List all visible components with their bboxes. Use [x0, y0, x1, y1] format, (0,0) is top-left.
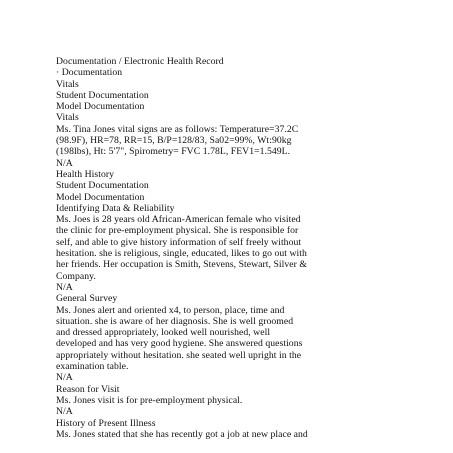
breadcrumb: Documentation / Electronic Health Record — [56, 56, 224, 67]
general-line: developed and has very good hygiene. She answered questions — [56, 338, 303, 350]
identifying-data-paragraph — [56, 214, 408, 282]
identifying-line: self, and able to give history information of self freely without — [56, 236, 302, 248]
vitals-subheading: Vitals — [56, 112, 79, 124]
vitals-line: (98.9F), HR=78, RR=15, B/P=128/83, Sa02=99%, Wt:90kg — [56, 135, 292, 147]
identifying-line: the clinic for pre-employment physical. She is responsible for — [56, 225, 299, 237]
identifying-data-heading: Identifying Data & Reliability — [56, 202, 175, 214]
history-model-documentation-label: Model Documentation — [56, 191, 145, 203]
vitals-na: N/A — [56, 157, 73, 169]
health-history-heading: Health History — [56, 168, 115, 180]
general-survey-heading: General Survey — [56, 293, 118, 305]
identifying-line: Company. — [56, 270, 96, 282]
vitals-paragraph — [56, 124, 408, 158]
document-page — [56, 56, 408, 440]
history-present-illness-heading: History of Present Illness — [56, 417, 156, 429]
identifying-line: hesitation. she is religious, single, educated, likes to go out with — [56, 248, 307, 260]
vitals-heading: Vitals — [56, 78, 79, 90]
history-student-documentation-label: Student Documentation — [56, 180, 149, 192]
reason-for-visit-heading: Reason for Visit — [56, 383, 120, 395]
general-line: appropriately without hesitation. she seated well upright in the — [56, 349, 302, 361]
identifying-line: her friends. Her occupation is Smith, Stevens, Stewart, Silver & — [56, 259, 307, 271]
identifying-line: Ms. Joes is 28 years old African-American female who visited — [56, 214, 301, 226]
general-line: Ms. Jones alert and oriented x4, to person, place, time and — [56, 304, 285, 316]
vitals-model-documentation-label: Model Documentation — [56, 101, 145, 113]
vitals-student-documentation-label: Student Documentation — [56, 89, 149, 101]
identifying-na: N/A — [56, 281, 73, 293]
vitals-line: Ms. Tina Jones vital signs are as follows: Temperature=37.2C — [56, 123, 299, 135]
vitals-line: (198lbs), Ht: 5'7", Spirometry= FVC 1.78L, FEV1=1.549L. — [56, 146, 291, 158]
general-line: examination table. — [56, 361, 129, 373]
general-survey-na: N/A — [56, 372, 73, 384]
history-present-illness-text: Ms. Jones stated that she has recently got a job at new place and — [56, 428, 308, 440]
general-line: situation. she is aware of her diagnosis. She is well groomed — [56, 315, 294, 327]
reason-for-visit-text: Ms. Jones visit is for pre-employment physical. — [56, 394, 243, 406]
reason-for-visit-na: N/A — [56, 406, 73, 418]
general-line: and dressed appropriately, looked well nourished, well — [56, 327, 271, 339]
general-survey-paragraph — [56, 305, 408, 373]
documentation-bullet-item: · Documentation — [56, 67, 123, 79]
